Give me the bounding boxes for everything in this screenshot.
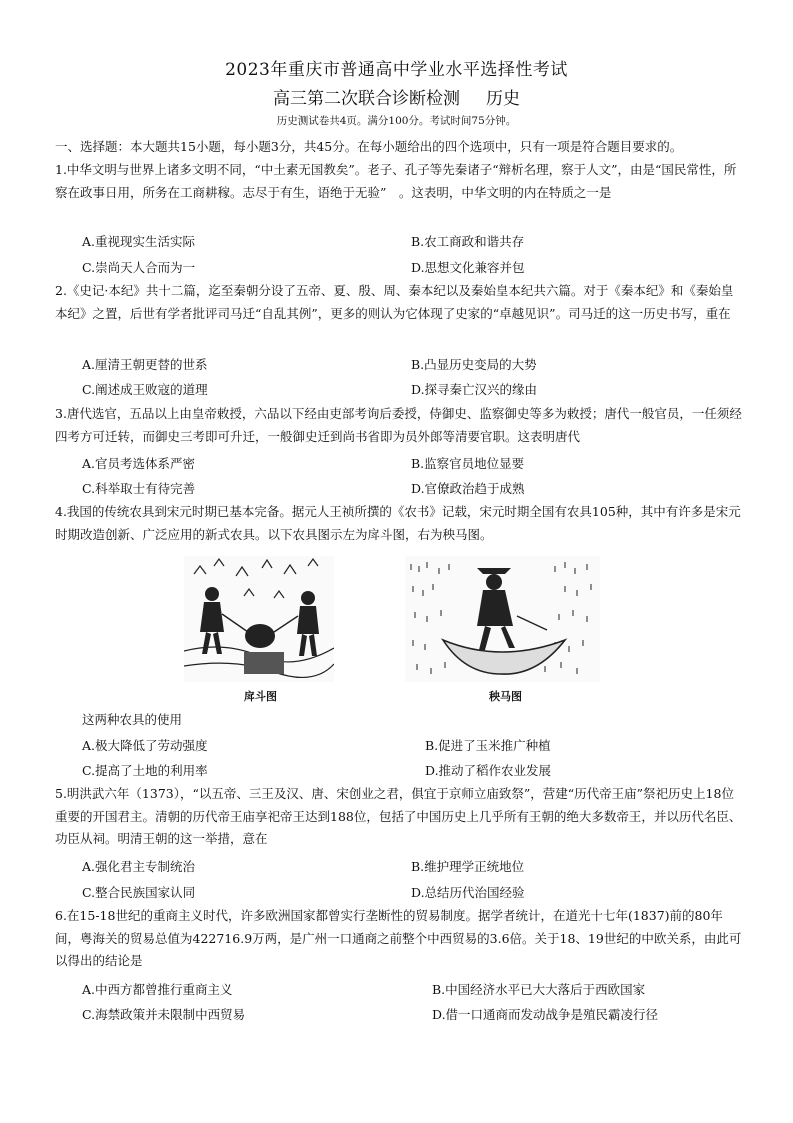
- q2-option-a: A.厘清王朝更替的世系: [82, 357, 208, 372]
- q2-option-c: C.阐述成王败寇的道理: [82, 382, 208, 397]
- q1-option-b: B.农工商政和谐共存: [411, 234, 525, 249]
- q1-option-d: D.思想文化兼容并包: [411, 260, 525, 275]
- question-1-stem: 1.中华文明与世界上诸多文明不同，“中土素无国教矣”。老子、孔子等先秦诸子“辩析名理，察于人文”，由是“国民常性，所察在政事日用，所务在工商耕稼。志尽于有生，语绝于无验” 。这表明，中华文明的内在特质之一是: [55, 162, 737, 200]
- exam-title: 2023年重庆市普通高中学业水平选择性考试: [225, 60, 568, 80]
- question-6-stem: 6.在15-18世纪的重商主义时代，许多欧洲国家都曾实行垄断性的贸易制度。据学者统计，在道光十七年(1837)前的80年间，粤海关的贸易总值为422716.9万两，是广州一口通商之前整个中西贸易的3.6倍。关于18、19世纪的中欧关系，由此可以得出的结论是: [55, 908, 742, 969]
- q5-option-a: A.强化君主专制统治: [82, 859, 196, 874]
- q3-option-b: B.监察官员地位显要: [411, 456, 525, 471]
- q3-option-a: A.官员考选体系严密: [82, 456, 196, 471]
- q6-option-d: D.借一口通商而发动战争是殖民霸凌行径: [432, 1007, 659, 1022]
- question-3-stem: 3.唐代选官，五品以上由皇帝敕授，六品以下经由吏部考询后委授，侍御史、监察御史等多为敕授；唐代一般官员，一任须经四考方可迁转，而御史三考即可升迁，一般御史迁到尚书省即为员外郎等清要官职。这表明唐代: [55, 406, 742, 444]
- caption-hudou: 戽斗图: [244, 690, 277, 703]
- question-2-stem: 2.《史记·本纪》共十二篇，迄至秦朝分设了五帝、夏、殷、周、秦本纪以及秦始皇本纪共六篇。对于《秦本纪》和《秦始皇本纪》之置，后世有学者批评司马迁“自乱其例”，更多的则认为它体现了史家的“卓越见识”。司马迁的这一历史书写，重在: [55, 283, 734, 321]
- exam-note: 历史测试卷共4页。满分100分。考试时间75分钟。: [276, 115, 517, 127]
- hudou-illustration: [184, 556, 334, 682]
- q5-option-d: D.总结历代治国经验: [411, 885, 525, 900]
- q4-option-d: D.推动了稻作农业发展: [425, 763, 552, 778]
- exam-subtitle-left: 高三第二次联合诊断检测: [273, 89, 460, 109]
- q1-option-a: A.重视现实生活实际: [82, 234, 196, 249]
- q4-option-c: C.提高了土地的利用率: [82, 763, 208, 778]
- question-4-stem: 4.我国的传统农具到宋元时期已基本完备。据元人王祯所撰的《农书》记载，宋元时期全国有农具105种，其中有许多是宋元时期改造创新、广泛应用的新式农具。以下农具图示左为戽斗图，右为秧马图。: [55, 504, 741, 542]
- question-4-lead: 这两种农具的使用: [82, 712, 183, 727]
- q6-option-a: A.中西方都曾推行重商主义: [82, 982, 233, 997]
- yangma-illustration: [405, 556, 600, 682]
- q5-option-b: B.维护理学正统地位: [411, 859, 525, 874]
- q5-option-c: C.整合民族国家认同: [82, 885, 196, 900]
- section-heading: 一、选择题：本大题共15小题，每小题3分，共45分。在每小题给出的四个选项中，只有一项是符合题目要求的。: [55, 139, 683, 154]
- q3-option-d: D.官僚政治趋于成熟: [411, 481, 525, 496]
- q3-option-c: C.科举取士有待完善: [82, 481, 196, 496]
- q1-option-c: C.崇尚天人合而为一: [82, 260, 196, 275]
- subject-label: 历史: [486, 89, 520, 109]
- q6-option-c: C.海禁政策并未限制中西贸易: [82, 1007, 246, 1022]
- q2-option-b: B.凸显历史变局的大势: [411, 357, 537, 372]
- exam-subtitle: [0, 84, 793, 109]
- q6-option-b: B.中国经济水平已大大落后于西欧国家: [432, 982, 646, 997]
- question-5-stem: 5.明洪武六年（1373），“以五帝、三王及汉、唐、宋创业之君，俱宜于京师立庙致祭”，营建“历代帝王庙”祭祀历史上18位重要的开国君主。清朝的历代帝王庙享祀帝王达到188位，包括了中国历史上几乎所有王朝的绝大多数帝王，并以历代名臣、功臣从祠。明清王朝的这一举措，意在: [55, 786, 742, 847]
- q4-option-a: A.极大降低了劳动强度: [82, 738, 208, 753]
- q4-option-b: B.促进了玉米推广种植: [425, 738, 551, 753]
- caption-yangma: 秧马图: [489, 690, 522, 703]
- q2-option-d: D.探寻秦亡汉兴的缘由: [411, 382, 538, 397]
